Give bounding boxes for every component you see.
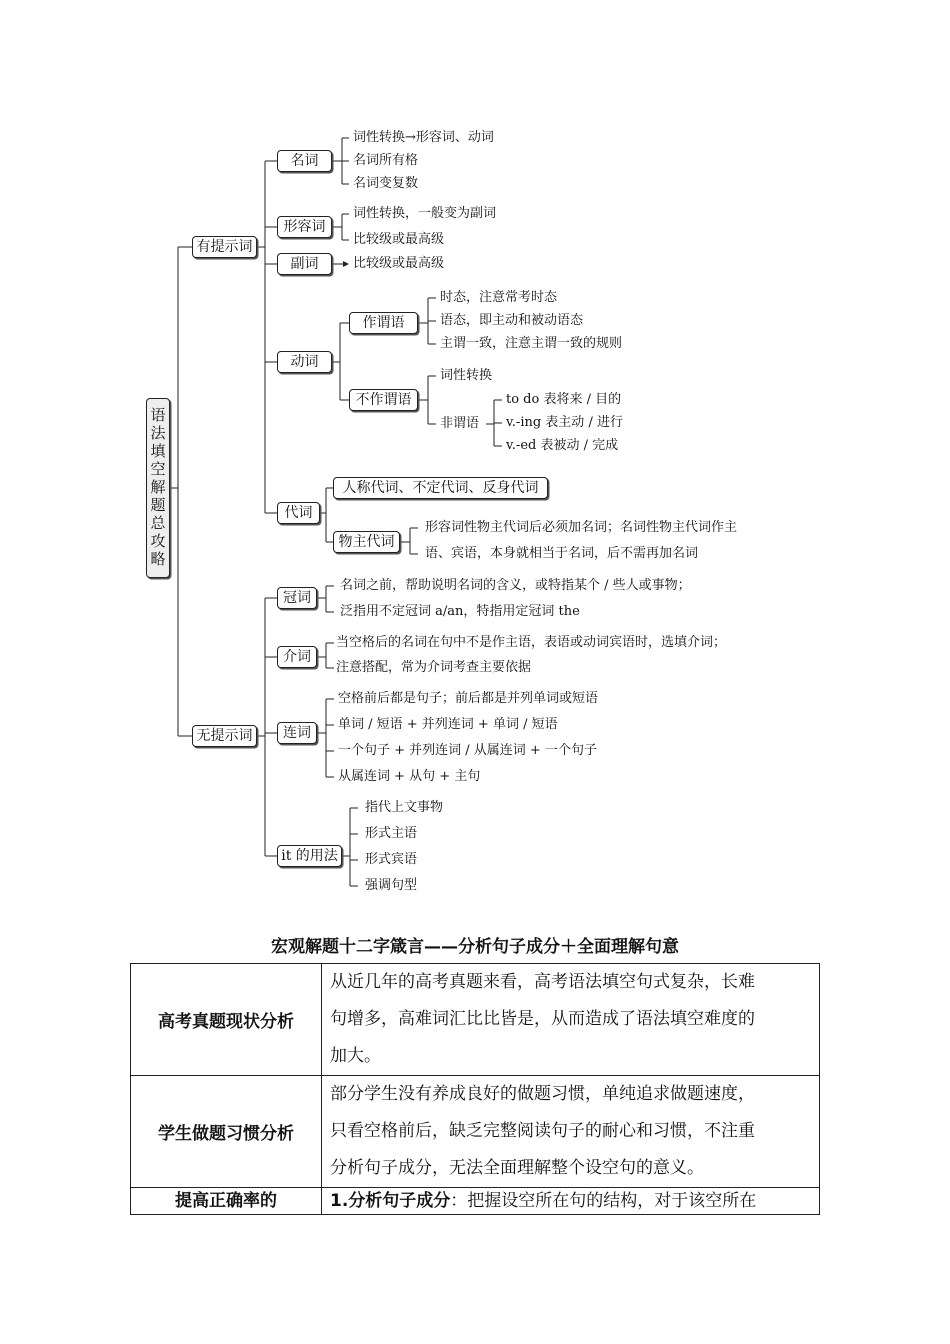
leaf-article-1: 名词之前，帮助说明名词的含义，或特指某个 / 些人或事物；: [340, 578, 691, 593]
row-text: [322, 964, 820, 1076]
row-text-line: 只看空格前后，缺乏完整阅读句子的耐心和习惯，不注重: [330, 1121, 755, 1141]
leaf-noun-2: 名词所有格: [353, 153, 419, 168]
leaf-conjunction-3: 一个句子 + 并列连词 / 从属连词 + 一个句子: [338, 743, 597, 758]
section-title: 宏观解题十二字箴言——分析句子成分＋全面理解句意: [271, 937, 679, 957]
node-personal-pronoun: 人称代词、不定代词、反身代词: [333, 477, 548, 499]
node-non-predicate: 不作谓语: [349, 389, 418, 411]
row-text-line: 从近几年的高考真题来看，高考语法填空句式复杂，长难: [330, 972, 755, 992]
node-it-usage: it 的用法: [277, 845, 342, 867]
node-adverb: 副词: [277, 253, 332, 275]
node-article: 冠词: [277, 587, 317, 609]
leaf-predicate-3: 主谓一致，注意主谓一致的规则: [440, 336, 623, 351]
node-pronoun: 代词: [277, 502, 320, 524]
node-nonfinite: 非谓语: [440, 416, 480, 431]
leaf-preposition-2: 注意搭配，常为介词考查主要依据: [336, 660, 532, 675]
leaf-preposition-1: 当空格后的名词在句中不是作主语，表语或动词宾语时，选填介词；: [336, 635, 727, 650]
leaf-adjective-2: 比较级或最高级: [353, 232, 445, 247]
leaf-conjunction-4: 从属连词 + 从句 + 主句: [338, 769, 481, 784]
node-hint-words: 有提示词: [192, 236, 257, 258]
row-text-line: 加大。: [330, 1046, 381, 1066]
leaf-predicate-2: 语态，即主动和被动语态: [440, 313, 584, 328]
row-text-line: 分析句子成分，无法全面理解整个设空句的意义。: [330, 1158, 704, 1178]
mindmap-root: 语法填空解题总攻略: [146, 398, 170, 578]
leaf-it-2: 形式主语: [365, 826, 418, 841]
leaf-noun-1: 词性转换→形容词、动词: [353, 130, 494, 145]
node-adjective: 形容词: [277, 216, 332, 238]
table-row: [131, 964, 820, 1076]
node-verb: 动词: [277, 351, 332, 373]
leaf-conjunction-1: 空格前后都是句子；前后都是并列单词或短语: [338, 691, 599, 706]
analysis-table: [130, 963, 820, 1215]
leaf-nonfinite-2: v.-ing 表主动 / 进行: [506, 415, 623, 430]
leaf-possessive-1: 形容词性物主代词后必须加名词；名词性物主代词作主: [425, 520, 738, 535]
row-text-lead: 1.分析句子成分: [330, 1191, 451, 1211]
leaf-it-3: 形式宾语: [365, 852, 418, 867]
table-row: [131, 1188, 820, 1215]
leaf-non-predicate-1: 词性转换: [440, 368, 493, 383]
row-label: 学生做题习惯分析: [131, 1076, 322, 1188]
row-text-line: 句增多，高难词汇比比皆是，从而造成了语法填空难度的: [330, 1009, 755, 1029]
table-row: [131, 1076, 820, 1188]
node-predicate: 作谓语: [349, 312, 418, 334]
node-noun: 名词: [277, 150, 332, 172]
leaf-it-1: 指代上文事物: [365, 800, 444, 815]
node-preposition: 介词: [277, 646, 317, 668]
row-text: [322, 1188, 820, 1215]
leaf-adverb-1: 比较级或最高级: [353, 256, 445, 271]
leaf-nonfinite-1: to do 表将来 / 目的: [506, 392, 622, 407]
node-conjunction: 连词: [277, 722, 317, 744]
row-text-rest: ：把握设空所在句的结构，对于该空所在: [450, 1191, 757, 1211]
leaf-adjective-1: 词性转换，一般变为副词: [353, 206, 497, 221]
row-label: 高考真题现状分析: [131, 964, 322, 1076]
node-no-hint-words: 无提示词: [192, 725, 257, 747]
row-text-line: 部分学生没有养成良好的做题习惯，单纯追求做题速度，: [330, 1084, 755, 1104]
leaf-possessive-2: 语、宾语，本身就相当于名词，后不需再加名词: [425, 546, 699, 561]
row-text: [322, 1076, 820, 1188]
leaf-conjunction-2: 单词 / 短语 + 并列连词 + 单词 / 短语: [338, 717, 558, 732]
leaf-article-2: 泛指用不定冠词 a/an，特指用定冠词 the: [340, 604, 580, 619]
leaf-nonfinite-3: v.-ed 表被动 / 完成: [506, 438, 619, 453]
row-label: 提高正确率的: [131, 1188, 322, 1215]
leaf-noun-3: 名词变复数: [353, 176, 419, 191]
leaf-it-4: 强调句型: [365, 878, 418, 893]
node-possessive: 物主代词: [333, 531, 400, 553]
leaf-predicate-1: 时态，注意常考时态: [440, 290, 558, 305]
